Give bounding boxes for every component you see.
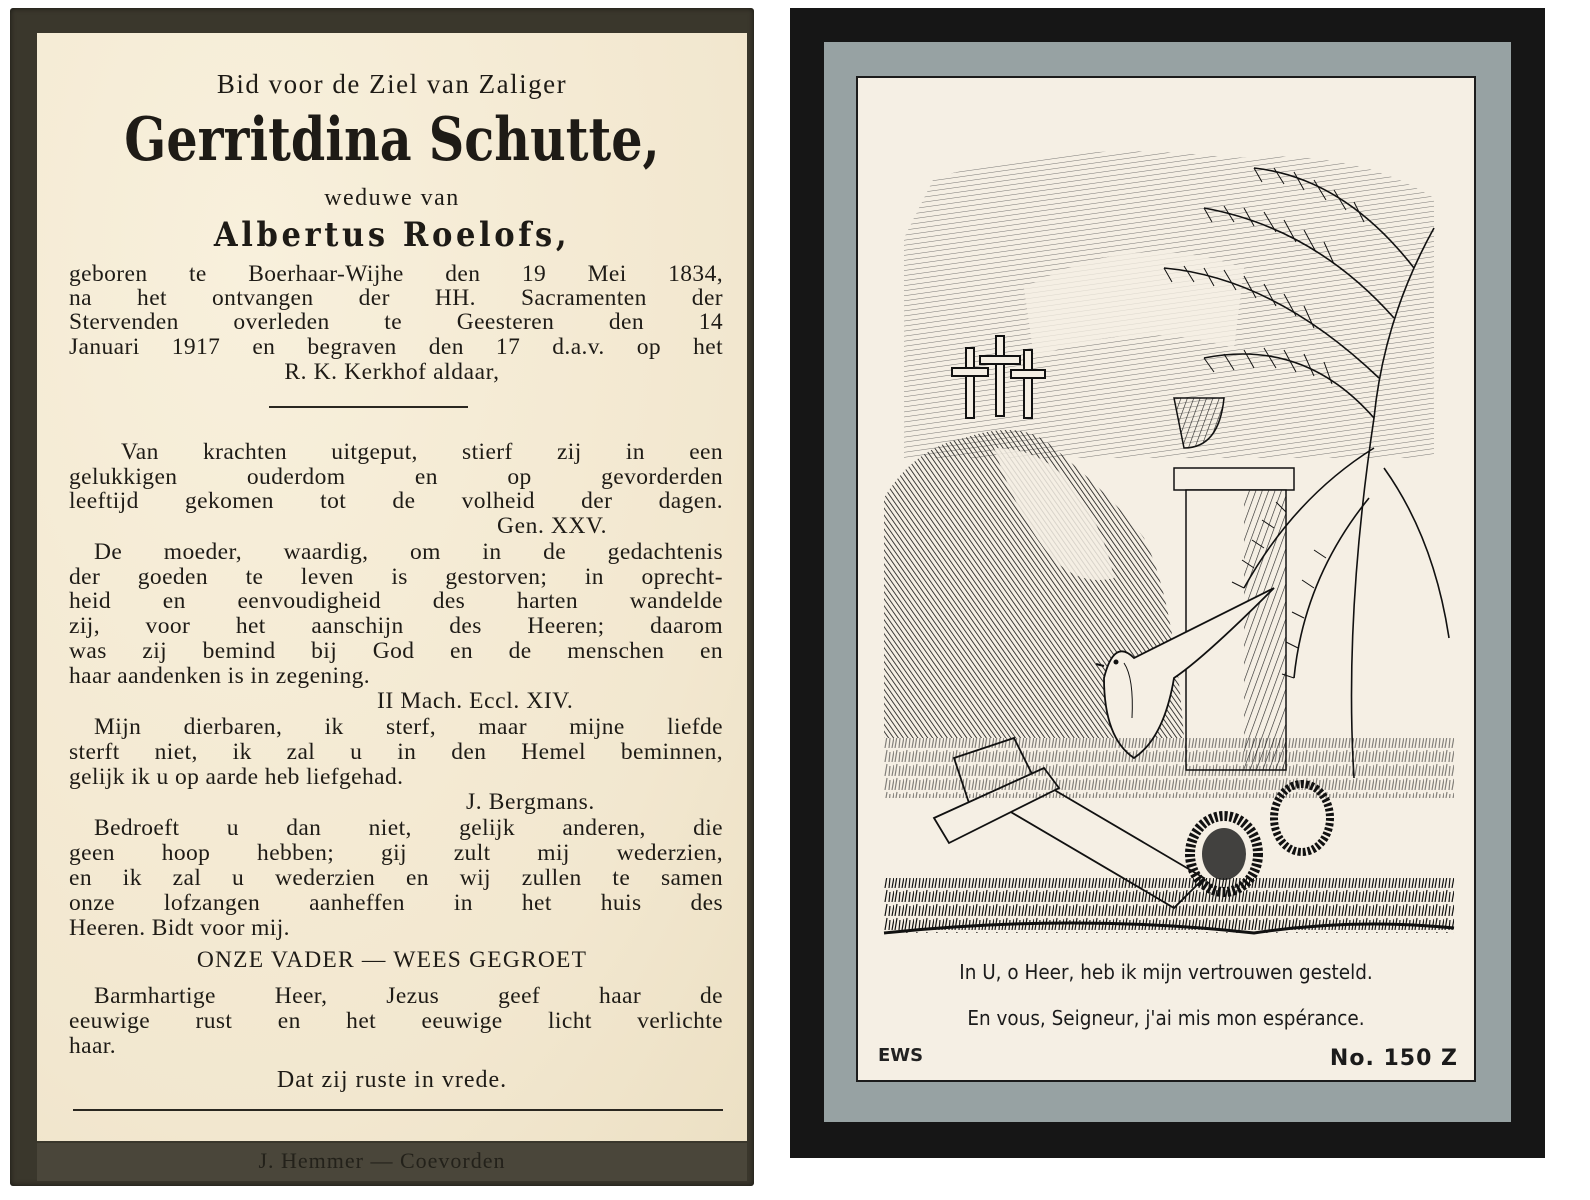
verse-line: sterft niet, ik zal u in den Hemel beminnen, [69,739,723,765]
verse-line-last: haar. [69,1033,117,1059]
verse-reference: Gen. XXV. [497,513,608,539]
verse-line: geen hoop hebben; gij zult mij wederzien, [69,840,723,866]
card-paper [37,33,747,1141]
prayer-line: ONZE VADER — WEES GEGROET [196,947,588,973]
printer-imprint: J. Hemmer — Coevorden [258,1148,506,1173]
bio-line: Stervenden overleden te Geesteren den 14 [69,309,723,335]
verse-line: Barmhartige Heer, Jezus geef haar de [94,983,723,1009]
verse-reference: J. Bergmans. [466,789,595,815]
catalog-number: No. 150 Z [1329,1046,1458,1071]
verse-line-last: haar aandenken is in zegening. [69,663,371,689]
bottom-rule [73,1109,723,1111]
verse-line: leeftijd gekomen tot de volheid der dagen. [69,488,723,514]
divider [269,406,468,408]
image-panel [856,76,1476,1082]
card-header: Bid voor de Ziel van Zaliger [216,69,568,99]
verse-line: gelukkigen ouderdom en op gevorderden [69,464,723,490]
engraver-monogram: EWS [878,1045,924,1066]
verse-line: zij, voor het aanschijn des Heeren; daarom [69,613,723,639]
memorial-card-text [10,8,754,1186]
verse-line-last: gelijk ik u op aarde heb liefgehad. [69,764,404,790]
bio-line: geboren te Boerhaar-Wijhe den 19 Mei 1834, [69,261,723,287]
widow-of-label: weduwe van [324,185,460,211]
caption-dutch: In U, o Heer, heb ik mijn vertrouwen gesteld. [959,960,1373,984]
verse-line: Bedroeft u dan niet, gelijk anderen, die [94,815,723,841]
verse-line: Van krachten uitgeput, stierf zij in een [121,439,723,465]
verse-line-last: Heeren. Bidt voor mij. [69,915,290,941]
bio-line-last: R. K. Kerkhof aldaar, [284,359,500,385]
bio-line: Januari 1917 en begraven den 17 d.a.v. op het [69,334,723,360]
closing-line: Dat zij ruste in vrede. [276,1067,508,1093]
caption-french: En vous, Seigneur, j'ai mis mon espérance. [967,1006,1365,1030]
verse-line: was zij bemind bij God en de menschen en [69,638,723,664]
verse-line: heid en eenvoudigheid des harten wandelde [69,588,723,614]
graveyard-engraving [874,118,1462,938]
verse-line: Mijn dierbaren, ik sterf, maar mijne liefde [94,714,723,740]
husband-name: Albertus Roelofs, [213,215,571,255]
verse-line: De moeder, waardig, om in de gedachtenis [94,539,723,565]
verse-line: en ik zal u wederzien en wij zullen te samen [69,865,723,891]
verse-line: eeuwige rust en het eeuwige licht verlichte [69,1008,723,1034]
verse-reference: II Mach. Eccl. XIV. [377,688,574,714]
verse-line: der goeden te leven is gestorven; in oprecht- [69,564,723,590]
verse-line: onze lofzangen aanheffen in het huis des [69,890,723,916]
bio-line: na het ontvangen der HH. Sacramenten der [69,285,723,311]
deceased-name: Gerritdina Schutte, [124,105,660,175]
memorial-card-image [790,8,1545,1158]
